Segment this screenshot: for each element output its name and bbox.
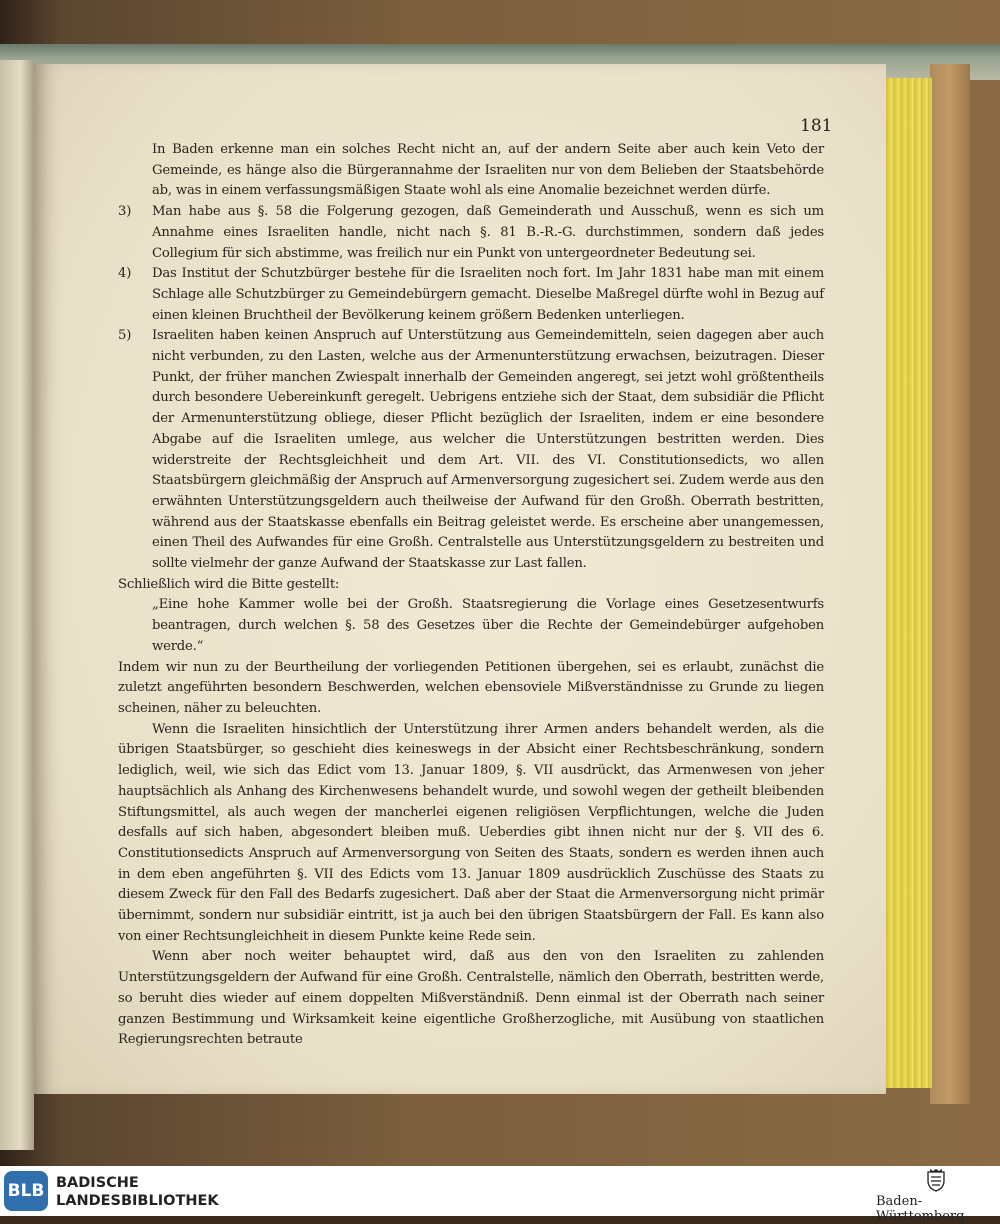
list-item bbox=[118, 264, 824, 326]
state-name[interactable]: Baden-Württemberg bbox=[876, 1194, 965, 1224]
petition-quote: „Eine hohe Kammer wolle bei der Großh. Staatsregierung die Vorlage eines Gesetzesentwurfs beantragen, durch welchen §. 58 des Gesetzes über die Rechte der Gemeindebürger aufgehoben werde.“ bbox=[152, 597, 824, 654]
paragraph: Wenn die Israeliten hinsichtlich der Unterstützung ihrer Armen anders behandelt werden, als die übrigen Staatsbürger, so geschieht dies keineswegs in der Absicht einer Rechtsbeschränkung, sondern lediglich, weil, wie sich das Edict vom 13. Januar 1809, §. VII ausdrückt, das Armenwesen von jeher hauptsächlich als Anhang des Kirchenwesens behandelt wurde, und sowohl wegen der getheilt bleibenden Stiftungsmittel, als auch wegen der mancherlei eigenen religiösen Verpflichtungen, welche die Juden desfalls auf sich haben, abgesondert bleiben muß. Ueberdies gibt ihnen nicht nur der §. VII des 6. Constitutionsedicts Anspruch auf Armenversorgung von Seiten des Staats, sondern es werden ihnen auch in dem eben angeführten §. VII des Edicts vom 13. Januar 1809 ausdrücklich Zuschüsse des Staats zu diesem Zweck für den Fall des Bedarfs zugesichert. Daß aber der Staat die Armenversorgung nicht primär übernimmt, sondern nur subsidiär eintritt, ist ja auch bei den übrigen Staatsbürgern der Fall. Es kann also von einer Rechtsungleichheit in diesem Punkte keine Rede sein. bbox=[118, 721, 824, 944]
list-item bbox=[118, 326, 824, 574]
library-name-line1: BADISCHE bbox=[56, 1175, 139, 1191]
list-item-text: Israeliten haben keinen Anspruch auf Unterstützung aus Gemeindemitteln, seien dagegen aber auch nicht verbunden, zu den Lasten, welche aus der Armenunterstützung erwachsen, beizutragen. Dieser Punkt, der früher manchen Zwiespalt innerhalb der Gemeinden angeregt, sei jetzt wohl größtentheils durch besondere Uebereinkunft geregelt. Uebrigens entziehe sich der Staat, dem subsidiär die Pflicht der Armenunterstützung obliege, dieser Pflicht bezüglich der Israeliten, indem er eine besondere Abgabe auf die Israeliten umlege, aus welcher die Unterstützungen bestritten werden. Dies widerstreite der Rechtsgleichheit und dem Art. VII. des VI. Constitutionsedicts, wo allen Staatsbürgern gleichmäßig der Anspruch auf Armenversorgung zugesichert sei. Zudem werde aus den erwähnten Unterstützungsgeldern auch theilweise der Aufwand für den Großh. Oberrath bestritten, während aus der Staatskasse ebenfalls ein Beitrag geleistet werde. Es erscheine aber unangemessen, einen Theil des Aufwandes für eine Großh. Centralstelle aus Unterstützungsgeldern zu bestreiten und sollte vielmehr der ganze Aufwand der Staatskasse zur Last fallen. bbox=[152, 328, 824, 572]
list-item-number: 3) bbox=[118, 204, 132, 220]
request-intro: Schließlich wird die Bitte gestellt: bbox=[118, 576, 340, 592]
coat-of-arms-icon bbox=[926, 1168, 946, 1192]
page-text bbox=[118, 140, 824, 1051]
paragraph: Indem wir nun zu der Beurtheilung der vorliegenden Petitionen übergehen, sei es erlaubt, zunächst die zuletzt angeführten besondern Beschwerden, welchen ebensoviele Mißverständnisse zu Grunde zu liegen scheinen, näher zu beleuchten. bbox=[118, 659, 824, 716]
page-stack-edges bbox=[880, 78, 932, 1088]
paragraph: Wenn aber noch weiter behauptet wird, daß aus den von den Israeliten zu zahlenden Unterstützungsgeldern der Aufwand für eine Großh. Centralstelle, nämlich den Oberrath, bestritten werde, so beruht dies wieder auf einem doppelten Mißverständniß. Denn einmal ist der Oberrath nach seiner ganzen Bestimmung und Wirksamkeit keine eigentliche Großherzogliche, mit Ausübung von staatlichen Regierungsrechten betraute bbox=[118, 949, 824, 1048]
list-item bbox=[118, 202, 824, 264]
left-page-edge bbox=[0, 60, 34, 1150]
book-board-right bbox=[930, 64, 970, 1104]
page-number: 181 bbox=[800, 116, 833, 136]
continued-paragraph: In Baden erkenne man ein solches Recht nicht an, auf der andern Seite aber auch kein Veto der Gemeinde, es hänge also die Bürgerannahme der Israeliten nur von dem Belieben der Staatsbehörde ab, was in einem verfassungsmäßigen Staate wohl als eine Anomalie bezeichnet werden dürfe. bbox=[152, 142, 824, 199]
list-item-text: Das Institut der Schutzbürger bestehe für die Israeliten noch fort. Im Jahr 1831 habe man mit einem Schlage alle Schutzbürger zu Gemeindebürgern gemacht. Dieselbe Maßregel dürfte wohl in Bezug auf einen kleinen Bruchtheil der Bevölkerung keinem größern Bedenken unterliegen. bbox=[152, 266, 824, 323]
list-item-number: 5) bbox=[118, 328, 132, 344]
library-name-line2: LANDESBIBLIOTHEK bbox=[56, 1193, 219, 1209]
list-item-number: 4) bbox=[118, 266, 132, 282]
list-item-text: Man habe aus §. 58 die Folgerung gezogen, daß Gemeinderath und Ausschuß, wenn es sich um Annahme eines Israeliten handle, nicht nach §. 81 B.-R.-G. durchstimmen, sondern daß jedes Collegium für sich abstimme, was freilich nur ein Punkt von untergeordneter Bedeutung sei. bbox=[152, 204, 824, 261]
blb-logo[interactable]: BLB bbox=[4, 1171, 48, 1211]
library-name[interactable] bbox=[56, 1174, 219, 1210]
